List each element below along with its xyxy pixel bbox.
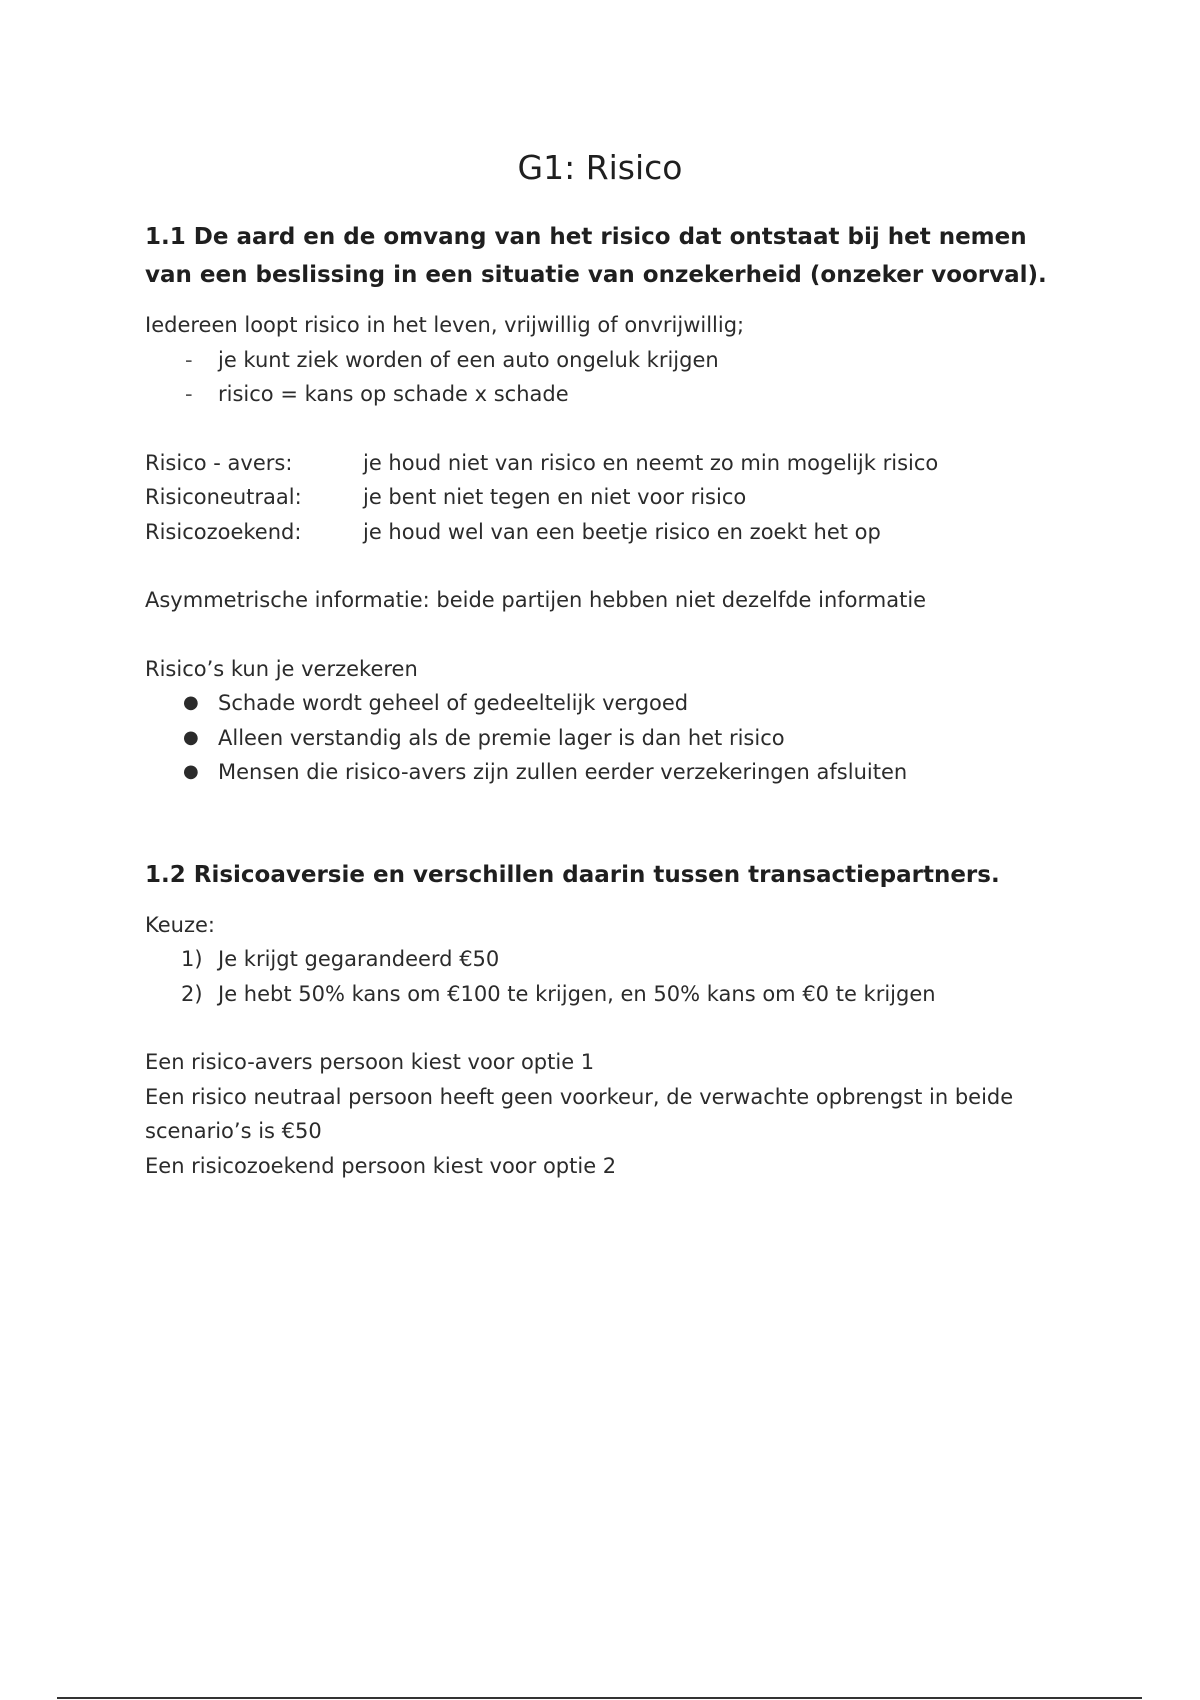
option-text: Je hebt 50% kans om €100 te krijgen, en 50% kans om €0 te krijgen bbox=[218, 981, 936, 1006]
section-2-heading: 1.2 Risicoaversie en verschillen daarin tussen transactiepartners. bbox=[145, 861, 1000, 888]
list-item bbox=[145, 977, 1065, 1012]
bullet-list bbox=[145, 686, 1065, 790]
definition-row bbox=[145, 480, 1065, 515]
list-item bbox=[145, 343, 1065, 378]
bullet-icon: ● bbox=[183, 692, 199, 713]
spacer bbox=[145, 618, 1065, 652]
definition-term: Risiconeutraal: bbox=[145, 485, 302, 509]
spacer bbox=[145, 549, 1065, 583]
bullet-icon: ● bbox=[183, 761, 199, 782]
conclusion-text: Een risicozoekend persoon kiest voor optie 2 bbox=[145, 1153, 617, 1178]
dash-list bbox=[145, 343, 1065, 412]
conclusion-text: Een risico neutraal persoon heeft geen voorkeur, de verwachte opbrengst in beide scenario’s is €50 bbox=[145, 1084, 1014, 1143]
section-1-heading: 1.1 De aard en de omvang van het risico dat ontstaat bij het nemen van een beslissing in een situatie van onzekerheid (onzeker voorval). bbox=[145, 224, 1047, 288]
list-item-text: je kunt ziek worden of een auto ongeluk krijgen bbox=[218, 347, 719, 372]
definition-term: Risico - avers: bbox=[145, 450, 293, 475]
dash-marker: - bbox=[185, 347, 193, 372]
spacer bbox=[145, 1011, 1065, 1045]
list-item-text: risico = kans op schade x schade bbox=[218, 382, 569, 406]
definition-row bbox=[145, 446, 1065, 481]
option-number: 1) bbox=[181, 947, 203, 971]
definition-term: Risicozoekend: bbox=[145, 519, 302, 544]
dash-marker: - bbox=[185, 382, 193, 406]
spacer bbox=[145, 790, 1065, 856]
asymmetric-info-text: Asymmetrische informatie: beide partijen hebben niet dezelfde informatie bbox=[145, 588, 927, 612]
page-bottom-divider bbox=[57, 1697, 1142, 1699]
insure-intro-text: Risico’s kun je verzekeren bbox=[145, 656, 418, 681]
options-list bbox=[145, 942, 1065, 1011]
option-text: Je krijgt gegarandeerd €50 bbox=[218, 947, 500, 971]
spacer bbox=[145, 412, 1065, 446]
spacer bbox=[145, 294, 1065, 308]
list-item bbox=[145, 755, 1065, 790]
document-body bbox=[145, 218, 1065, 1183]
definition-desc: je houd niet van risico en neemt zo min mogelijk risico bbox=[363, 450, 939, 475]
list-item-text: Alleen verstandig als de premie lager is dan het risico bbox=[218, 725, 785, 750]
definition-list bbox=[145, 446, 1065, 550]
option-number: 2) bbox=[181, 981, 203, 1006]
list-item bbox=[145, 686, 1065, 721]
list-item bbox=[145, 721, 1065, 756]
definition-desc: je bent niet tegen en niet voor risico bbox=[363, 485, 747, 509]
list-item-text: Schade wordt geheel of gedeeltelijk vergoed bbox=[218, 691, 689, 715]
conclusion-text: Een risico-avers persoon kiest voor optie 1 bbox=[145, 1050, 595, 1074]
definition-desc: je houd wel van een beetje risico en zoekt het op bbox=[363, 519, 881, 544]
intro-text: Iedereen loopt risico in het leven, vrijwillig of onvrijwillig; bbox=[145, 313, 745, 337]
spacer bbox=[145, 894, 1065, 908]
bullet-icon: ● bbox=[183, 726, 199, 748]
list-item-text: Mensen die risico-avers zijn zullen eerder verzekeringen afsluiten bbox=[218, 760, 908, 784]
list-item bbox=[145, 377, 1065, 412]
definition-row bbox=[145, 515, 1065, 550]
page-title: G1: Risico bbox=[517, 148, 683, 187]
list-item bbox=[145, 942, 1065, 977]
choice-label: Keuze: bbox=[145, 912, 215, 937]
